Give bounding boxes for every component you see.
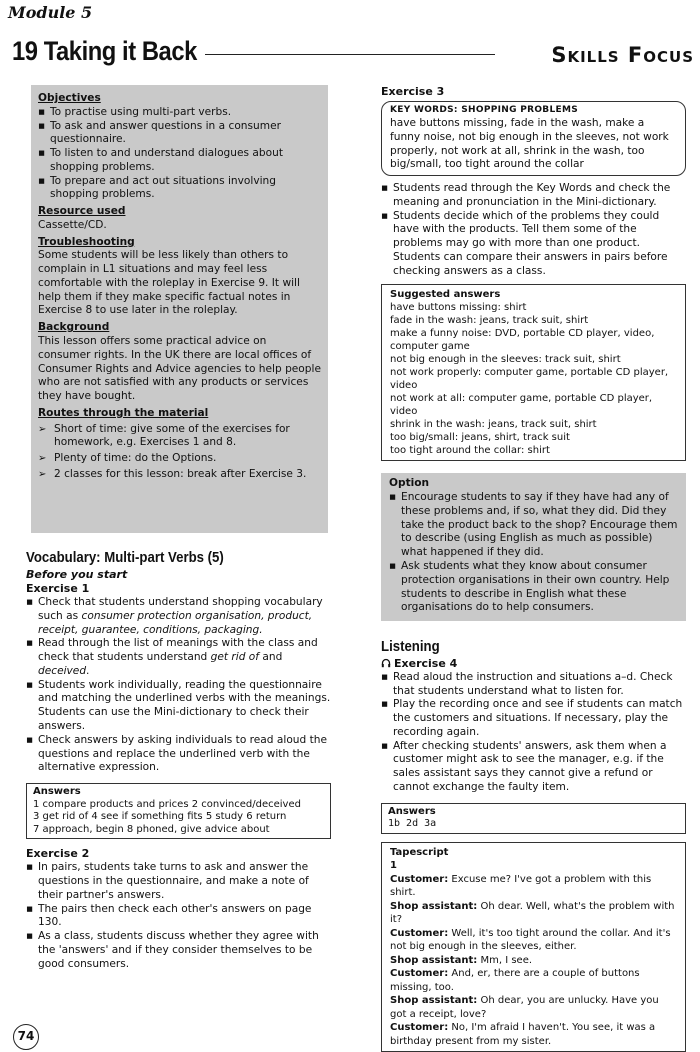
answer-line: make a funny noise: DVD, portable CD player, video, computer game [390, 328, 655, 353]
list-item: ▪ Students decide which of the problems they could have with the products. Tell them some of the problems may go with more than one product. Students can compare their answers in pairs before checking answers as a class. [381, 210, 686, 279]
speaker: Shop assistant: [390, 995, 478, 1007]
listening-heading: Listening [381, 638, 440, 656]
objectives-heading: Objectives [38, 92, 101, 104]
answer-line: fade in the wash: jeans, track suit, shirt [390, 315, 589, 327]
suggested-answers-box [381, 284, 686, 461]
list-item: ▪ As a class, students discuss whether they agree with the 'answers' and if they consider themselves to be good consumers. [26, 930, 331, 971]
list-item [26, 596, 331, 637]
speaker: Customer: [390, 927, 449, 939]
list-item: ▪ Students work individually, reading the questionnaire and matching the underlined verbs with the meanings. Students can use the Mini-dictionary to check their answers. [26, 679, 331, 734]
exercise-4-heading-row [381, 657, 686, 671]
speaker: Shop assistant: [390, 900, 478, 912]
title-rule [205, 54, 495, 55]
routes-list [38, 423, 321, 482]
headphones-icon [381, 658, 391, 668]
line-text: Excuse me? I've got a problem with this shirt. [390, 873, 652, 899]
tapescript-box [381, 842, 686, 1052]
text: Check that students understand shopping vocabulary such as [38, 596, 323, 622]
resource-text: Cassette/CD. [38, 218, 107, 231]
line-text: Mm, I see. [480, 954, 533, 966]
before-you-start-label: Before you start [26, 567, 128, 581]
key-words-heading: KEY WORDS: SHOPPING PROBLEMS [390, 105, 578, 116]
speaker: Customer: [390, 1022, 449, 1034]
answer-line: not big enough in the sleeves: track suit, shirt [390, 354, 621, 366]
list-item: ▪ Encourage students to say if they have had any of these problems and, if so, what they did. Did they take the product back to the shop? Encourage them to describe (using English as much as possible) what happened if they did. [389, 491, 678, 560]
answer-line: not work at all: computer game, portable CD player, video [390, 393, 653, 418]
background-heading: Background [38, 321, 110, 334]
speaker: Customer: [390, 968, 449, 980]
exercise-4-answers-box [381, 803, 686, 834]
list-item: ▪ Play the recording once and see if students can match the customers and situations. If necessary, play the recording again. [381, 698, 686, 739]
exercise-1-list [26, 596, 331, 775]
list-item: ▪ After checking students' answers, ask them when a customer might ask to see the manager, e.g. if the sales assistant says they cannot give a refund or cannot exchange the faulty item. [381, 740, 686, 795]
emphasis: get rid of [210, 651, 260, 664]
skills-focus-label: Skills Focus [551, 43, 694, 67]
answer-line: 7 approach, begin 8 phoned, give advice about [33, 823, 270, 835]
option-panel [381, 473, 686, 621]
vocabulary-section [26, 548, 331, 971]
list-item: ▪ To practise using multi-part verbs. [38, 106, 321, 120]
tapescript-number: 1 [390, 860, 397, 872]
answer-line: 1 compare products and prices 2 convinced/deceived [33, 798, 301, 810]
option-heading: Option [389, 477, 430, 490]
key-words-box [381, 101, 686, 176]
exercise-2-heading: Exercise 2 [26, 847, 90, 861]
list-item: ▪ To prepare and act out situations involving shopping problems. [38, 175, 321, 203]
resource-heading: Resource used [38, 205, 126, 218]
list-item: ▪ To ask and answer questions in a consumer questionnaire. [38, 120, 321, 148]
tapescript-line [390, 994, 677, 1021]
line-text: And, er, there are a couple of buttons missing, too. [390, 968, 640, 993]
list-item: ▪ Check answers by asking individuals to read aloud the questions and replace the underlined verb with the alternative expression. [26, 734, 331, 775]
option-list [389, 491, 678, 615]
answers-heading: Answers [33, 786, 81, 798]
answer-line: not work properly: computer game, portable CD player, video [390, 367, 669, 392]
tapescript-heading: Tapescript [390, 846, 449, 858]
vocabulary-heading: Vocabulary: Multi-part Verbs (5) [26, 549, 224, 566]
line-text: No, I'm afraid I haven't. You see, it was a birthday present from my sister. [390, 1022, 656, 1047]
emphasis: deceived [38, 664, 87, 677]
troubleshooting-text: Some students will be less likely than others to complain in L1 situations and may feel less comfortable with the roleplay in Exercise 9. It will help them if they make specific factual notes in Exercise 8 to use later in the roleplay. [38, 249, 300, 317]
text: and [259, 651, 283, 664]
lesson-title: 19 Taking it Back [12, 36, 197, 66]
speaker: Customer: [390, 873, 449, 885]
list-item: ▪ Read aloud the instruction and situations a–d. Check that students understand what to listen for. [381, 671, 686, 699]
exercise-4-list [381, 671, 686, 795]
exercise-3-heading: Exercise 3 [381, 85, 445, 98]
answers-heading: Answers [388, 805, 436, 817]
right-column [381, 85, 686, 1052]
speaker: Shop assistant: [390, 954, 478, 966]
module-label: Module 5 [8, 3, 93, 22]
text: Read through the list of meanings with the class and check that students understand [38, 637, 318, 664]
answer-line: have buttons missing: shirt [390, 302, 527, 314]
troubleshooting-heading: Troubleshooting [38, 235, 135, 248]
tapescript-line [390, 900, 677, 927]
list-item: ▪ The pairs then check each other's answers on page 130. [26, 903, 331, 931]
exercise-2-list [26, 861, 331, 971]
exercise-3-list [381, 182, 686, 278]
exercise-1-heading: Exercise 1 [26, 581, 90, 595]
list-item: ▪ In pairs, students take turns to ask and answer the questions in the questionnaire, and make a note of their partner's answers. [26, 861, 331, 902]
exercise-4-heading: Exercise 4 [394, 656, 458, 670]
list-item [26, 637, 331, 678]
line-text: Oh dear. Well, what's the problem with it? [390, 900, 675, 926]
answer-line: too big/small: jeans, shirt, track suit [390, 432, 570, 444]
list-item: ➢ Short of time: give some of the exercises for homework, e.g. Exercises 1 and 8. [38, 423, 321, 451]
list-item: ➢ 2 classes for this lesson: break after Exercise 3. [38, 468, 321, 482]
line-text: Well, it's too tight around the collar. And it's not big enough in the sleeves, either. [390, 927, 671, 953]
list-item: ➢ Plenty of time: do the Options. [38, 452, 321, 466]
tapescript-line [390, 954, 677, 968]
background-text: This lesson offers some practical advice on consumer rights. In the UK there are local offices of Consumer Rights and Advice agencies to help people who are not satisfied with any products or services they have bought. [38, 335, 321, 403]
answer-line: 1b 2d 3a [388, 818, 437, 830]
list-item: ▪ Ask students what they know about consumer protection organisations in their own country. Help students to describe in English what these organisations do to help consumers. [389, 560, 678, 615]
objectives-list [38, 106, 321, 202]
answer-line: too tight around the collar: shirt [390, 445, 550, 457]
key-words-text: have buttons missing, fade in the wash, make a funny noise, not big enough in the sleeves, not work properly, not work at all, shrink in the wash, too big/small, too tight around the collar [390, 116, 669, 171]
page-number: 74 [13, 1024, 39, 1050]
list-item: ▪ Students read through the Key Words and check the meaning and pronunciation in the Mini-dictionary. [381, 182, 686, 210]
exercise-1-answers-box [26, 783, 331, 839]
list-item: ▪ To listen to and understand dialogues about shopping problems. [38, 147, 321, 175]
tapescript-line [390, 873, 677, 900]
routes-heading: Routes through the material [38, 406, 209, 419]
tapescript-line [390, 927, 677, 954]
suggested-answers-heading: Suggested answers [390, 289, 501, 301]
tapescript-line [390, 967, 677, 994]
lesson-overview-panel [31, 85, 328, 533]
answer-line: 3 get rid of 4 see if something fits 5 study 6 return [33, 811, 287, 823]
answer-line: shrink in the wash: jeans, track suit, shirt [390, 419, 597, 431]
tapescript-line [390, 1021, 677, 1048]
text: . [86, 664, 90, 677]
emphasis: consumer protection organisation, product, receipt, guarantee, conditions, packaging. [38, 609, 313, 636]
line-text: Oh dear, you are unlucky. Have you got a receipt, love? [390, 995, 659, 1020]
